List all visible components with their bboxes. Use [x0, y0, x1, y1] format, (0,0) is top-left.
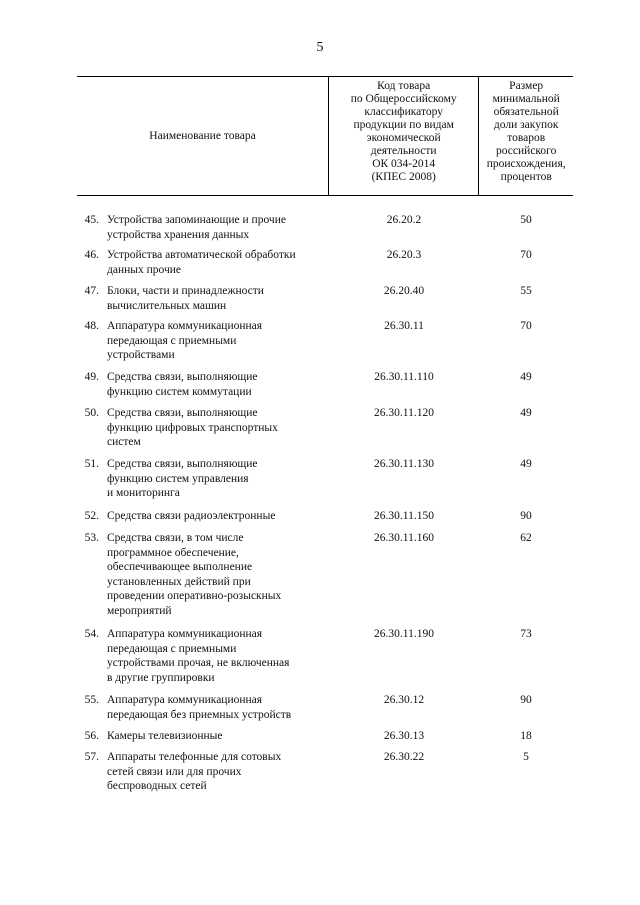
row-share: 49	[520, 371, 532, 383]
row-name: Средства связи, выполняющие функцию цифровых транспортных систем	[107, 407, 278, 448]
row-name: Средства связи, в том числе программное обеспечение, обеспечивающее выполнение установленных действий при проведении оперативно-розыскных мероприятий	[107, 532, 282, 617]
row-code: 26.20.3	[386, 249, 422, 261]
row-share: 90	[520, 694, 532, 706]
row-number: 52.	[84, 510, 99, 522]
row-number: 49.	[84, 371, 99, 383]
row-share: 70	[520, 320, 532, 332]
table-header	[77, 76, 573, 196]
row-code: 26.30.11.120	[374, 407, 434, 419]
row-code: 26.30.11.160	[374, 532, 434, 544]
row-number: 50.	[84, 407, 99, 419]
row-number: 51.	[84, 458, 99, 470]
row-number: 57.	[84, 751, 99, 763]
row-name: Камеры телевизионные	[107, 730, 223, 742]
row-name: Устройства запоминающие и прочие устройства хранения данных	[107, 214, 286, 241]
row-number: 47.	[84, 285, 99, 297]
row-name: Средства связи, выполняющие функцию систем управления и мониторинга	[107, 458, 258, 499]
row-share: 90	[520, 510, 532, 522]
row-share: 5	[523, 751, 529, 763]
row-share: 18	[520, 730, 532, 742]
row-name: Блоки, части и принадлежности вычислительных машин	[107, 285, 264, 312]
row-code: 26.30.12	[383, 694, 425, 706]
column-header-share: Размер минимальной обязательной доли закупок товаров российского происхождения, процентов	[478, 77, 573, 195]
row-code: 26.30.11.110	[374, 371, 434, 383]
column-header-name	[77, 77, 328, 195]
row-name: Устройства автоматической обработки данных прочие	[107, 249, 296, 276]
row-number: 55.	[84, 694, 99, 706]
row-code: 26.30.13	[383, 730, 425, 742]
row-code: 26.30.11.150	[374, 510, 434, 522]
row-number: 53.	[84, 532, 99, 544]
row-code: 26.30.22	[383, 751, 425, 763]
row-name: Аппаратура коммуникационная передающая с приемными устройствами	[107, 320, 263, 361]
row-number: 56.	[84, 730, 99, 742]
row-name: Аппаратура коммуникационная передающая без приемных устройств	[107, 694, 292, 721]
row-share: 62	[520, 532, 532, 544]
table-header-row	[77, 77, 573, 195]
row-share: 49	[520, 458, 532, 470]
row-share: 50	[520, 214, 532, 226]
row-number: 45.	[84, 214, 99, 226]
page-number: 5	[316, 40, 324, 55]
row-code: 26.30.11	[384, 320, 424, 332]
row-code: 26.30.11.190	[374, 628, 434, 640]
row-name: Средства связи радиоэлектронные	[107, 510, 276, 522]
row-share: 73	[520, 628, 532, 640]
row-share: 70	[520, 249, 532, 261]
row-share: 55	[520, 285, 532, 297]
row-share: 49	[520, 407, 532, 419]
row-code: 26.20.40	[383, 285, 425, 297]
row-name: Аппараты телефонные для сотовых сетей связи или для прочих беспроводных сетей	[107, 751, 282, 792]
row-name: Аппаратура коммуникационная передающая с приемными устройствами прочая, не включенная в другие группировки	[107, 628, 290, 684]
column-header-code: Код товара по Общероссийскому классификатору продукции по видам экономической деятельности ОК 034-2014 (КПЕС 2008)	[328, 77, 478, 195]
row-code: 26.20.2	[386, 214, 422, 226]
row-code: 26.30.11.130	[374, 458, 434, 470]
column-header-name-text: Наименование товара	[149, 129, 256, 142]
row-name: Средства связи, выполняющие функцию систем коммутации	[107, 371, 258, 398]
row-number: 46.	[84, 249, 99, 261]
row-number: 54.	[84, 628, 99, 640]
row-number: 48.	[84, 320, 99, 332]
